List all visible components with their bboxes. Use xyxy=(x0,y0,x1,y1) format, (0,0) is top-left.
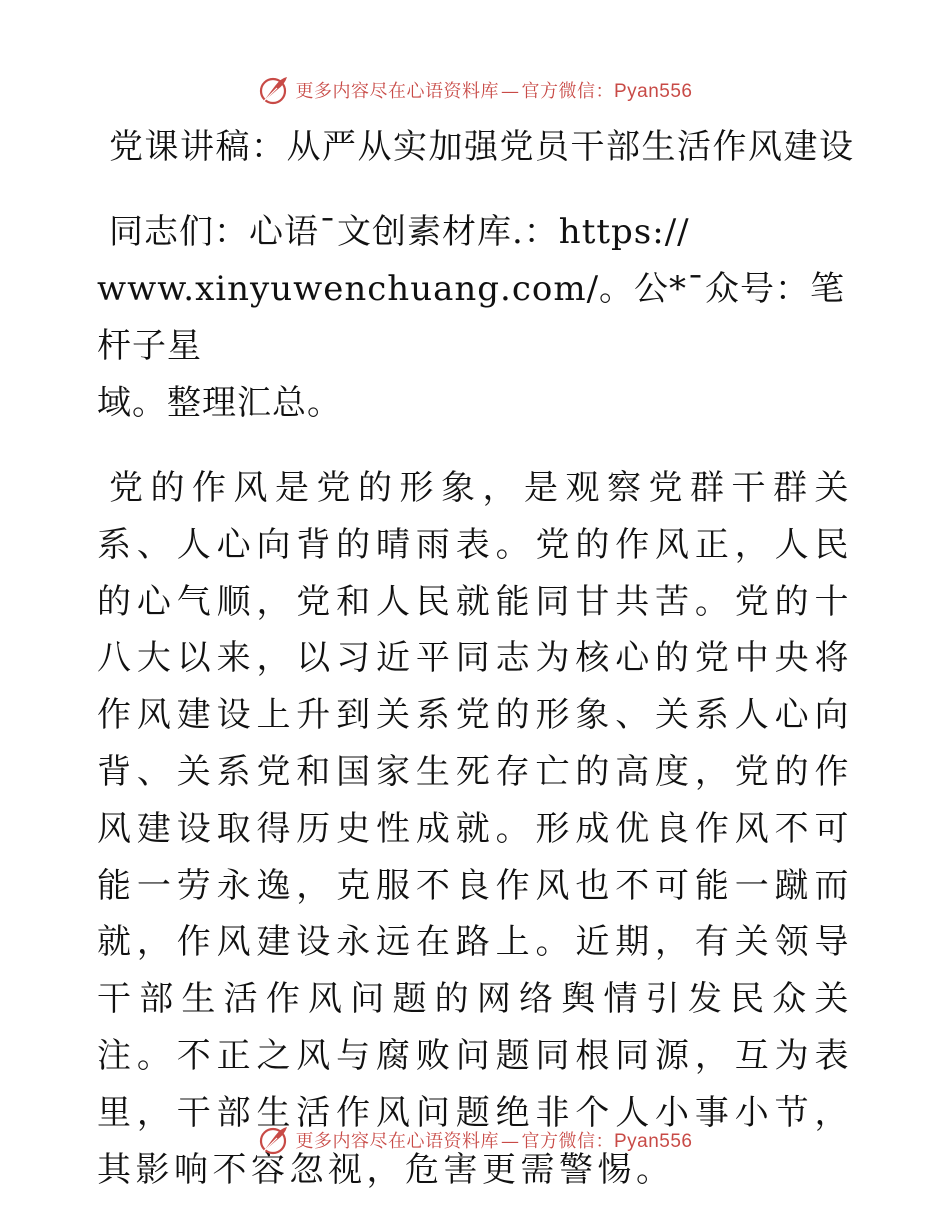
feather-pen-logo-icon xyxy=(257,1124,289,1156)
document-body xyxy=(97,118,853,1198)
watermark-wechat-id: Pyan556 xyxy=(613,1131,693,1152)
body-paragraph: 党的作风是党的形象，是观察党群干群关系、人心向背的晴雨表。党的作风正，人民的心气顺，党和人民就能同甘共苦。党的十八大以来，以习近平同志为核心的党中央将作风建设上升到关系党的形象、关系人心向背、关系党和国家生死存亡的高度，党的作风建设取得历史性成就。形成优良作风不可能一劳永逸，克服不良作风也不可能一蹴而就，作风建设永远在路上。近期，有关领导干部生活作风问题的网络舆情引发民众关注。不正之风与腐败问题同根同源，互为表里，干部生活作风问题绝非个人小事小节，其影响不容忽视，危害更需警惕。 xyxy=(97,468,853,1190)
intro-paragraph xyxy=(97,204,853,432)
watermark-label: 官方微信： xyxy=(521,81,614,102)
watermark-separator: — xyxy=(500,1131,520,1152)
intro-line-1: 同志们：心语¯文创素材库.：https:// xyxy=(109,212,690,252)
watermark-text xyxy=(295,77,692,103)
watermark-text xyxy=(295,1127,692,1153)
watermark-main: 更多内容尽在心语资料库 xyxy=(295,81,499,102)
document-title: 党课讲稿：从严从实加强党员干部生活作风建设 xyxy=(109,127,855,167)
watermark-main: 更多内容尽在心语资料库 xyxy=(295,1131,499,1152)
watermark-label: 官方微信： xyxy=(521,1131,614,1152)
watermark-wechat-id: Pyan556 xyxy=(613,81,693,102)
header-watermark xyxy=(0,70,950,110)
feather-pen-logo-icon xyxy=(257,74,289,106)
watermark-separator: — xyxy=(500,81,520,102)
intro-line-2: www.xinyuwenchuang.com/。公*¯众号：笔杆子星 xyxy=(97,269,846,366)
intro-line-3: 域。整理汇总。 xyxy=(97,383,342,423)
footer-watermark xyxy=(0,1120,950,1160)
